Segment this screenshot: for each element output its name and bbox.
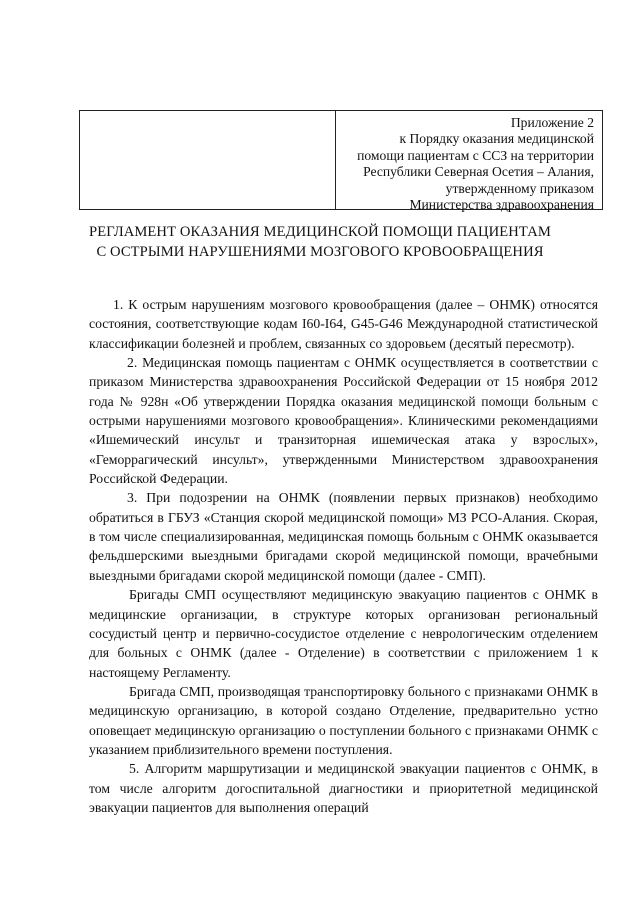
title-line-1: РЕГЛАМЕНТ ОКАЗАНИЯ МЕДИЦИНСКОЙ ПОМОЩИ ПАЦИЕНТАМ xyxy=(89,224,551,240)
paragraph-1: 1. К острым нарушениям мозгового кровообращения (далее – ОНМК) относятся состояния, соответствующие кодам I60-I64, G45-G46 Международной статистической классификации болезней и проблем, связанных со здоровьем (десятый пересмотр). xyxy=(89,297,598,351)
document-body xyxy=(89,295,598,817)
appendix-note-line: Министерства здравоохранения xyxy=(409,197,594,213)
appendix-note-line: Республики Северная Осетия – Алания, xyxy=(363,164,594,180)
appendix-note-line: к Порядку оказания медицинской xyxy=(399,131,594,147)
document-title xyxy=(40,222,600,262)
paragraph-3: 3. При подозрении на ОНМК (появлении первых признаков) необходимо обратиться в ГБУЗ «Станция скорой медицинской помощи» МЗ РСО-Алания. Скорая, в том числе специализированная, медицинская помощь больным с ОНМК оказывается фельдшерскими выездными бригадами скорой медицинской помощи, врачебными выездными бригадами скорой медицинской помощи (далее - СМП). xyxy=(89,490,598,583)
paragraph-2: 2. Медицинская помощь пациентам с ОНМК осуществляется в соответствии с приказом Министерства здравоохранения Российской Федерации от 15 ноября 2012 года № 928н «Об утверждении Порядка оказания медицинской помощи больным с острыми нарушениями мозгового кровообращения». Клиническими рекомендациями «Ишемический инсульт и транзиторная ишемическая атака у взрослых», «Геморрагический инсульт», утвержденными Министерством здравоохранения Российской Федерации. xyxy=(89,355,598,487)
appendix-note-line: Приложение 2 xyxy=(510,115,594,130)
title-line-2: С ОСТРЫМИ НАРУШЕНИЯМИ МОЗГОВОГО КРОВООБРАЩЕНИЯ xyxy=(96,244,544,260)
appendix-note-line: помощи пациентам с ССЗ на территории xyxy=(357,147,594,163)
paragraph-4: Бригады СМП осуществляют медицинскую эвакуацию пациентов с ОНМК в медицинские организации, в структуре которых организован региональный сосудистый центр и первично-сосудистое отделение с неврологическим отделением для больных с ОНМК (далее - Отделение) в соответствии с приложением 1 к настоящему Регламенту. xyxy=(89,587,598,680)
appendix-note-line: утвержденному приказом xyxy=(445,180,594,196)
appendix-header-box xyxy=(79,110,603,213)
appendix-note xyxy=(336,111,602,213)
header-empty-cell xyxy=(80,111,336,209)
paragraph-5: Бригада СМП, производящая транспортировку больного с признаками ОНМК в медицинскую организацию, в которой создано Отделение, предварительно устно оповещает медицинскую организацию о поступлении больного с признаками ОНМК с указанием приблизительного времени поступления. xyxy=(89,683,598,757)
paragraph-6: 5. Алгоритм маршрутизации и медицинской эвакуации пациентов с ОНМК, в том числе алгоритм догоспитальной диагностики и приоритетной медицинской эвакуации пациентов для выполнения операций xyxy=(89,761,598,815)
